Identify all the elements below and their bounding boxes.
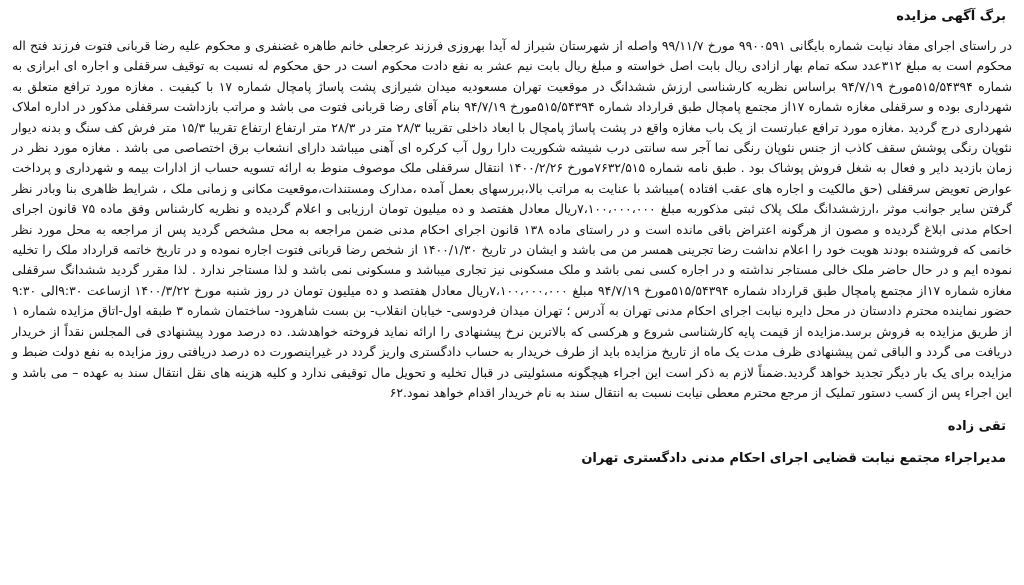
signer-office: مدیراجراء مجتمع نیابت قضایی اجرای احکام مدنی دادگستری تهران [581, 451, 1006, 467]
signer-name: تقی زاده [947, 419, 1006, 435]
notice-body: در راستای اجرای مفاد نیابت شماره بایگانی ۹۹۰۰۵۹۱ مورخ ۹۹/۱۱/۷ واصله از شهرستان شیراز له آیدا بهروزی فرزند عرجعلی خانم طاهره غضنفری و محکوم علیه رضا قربانی فتوت فرزند فتح اله محکوم است به مبلغ ۳۱۲عدد سکه تمام بهار ازادی ریال بابت اصل خواسته و مبلغ ریال بابت نیم عشر به نفع دادت محکوم است در حق محکوم له نسبت به توقیف سرقفلی و اجاره ای ابرازی به شماره ۵۱۵/۵۴۳۹۴مورخ ۹۴/۷/۱۹ براساس نظریه کارشناسی ارزش ششدانگ در موقعیت تهران مسعودیه میدان شیرازی پشت پاساژ پامچال شماره ۱۷ با کیفیت . مغازه مورد ترافع متعلق به شهرداری بوده و سرقفلی مغازه شماره ۱۷از مجتمع پامچال طبق قرارداد شماره ۵۱۵/۵۴۳۹۴مورخ ۹۴/۷/۱۹ بنام آقای رضا قربانی فتوت می باشد و مراتب بازداشت سرقفلی مذکور در اداره املاک شهرداری درج گردید .مغازه مورد ترافع عبارتست از یک باب مغازه واقع در پشت پاساژ پامچال با ابعاد داخلی تقریبا ۲۸/۳ متر در ۲۸/۳ متر ارتفاع ارتفاع تقریبا ۱۵/۳ متر فرش کف سنگ و بدنه دیوار نئوپان رنگی پوشش سقف کاذب از جنس نئوپان رنگی نما آجر سه سانتی درب شیشه شکوریت دارا رول آب کرکره ای آهنی میباشد دارای انشعاب برق اختصاصی می باشد . مغازه مورد نظر در زمان بازدید دایر و فعال به شغل فروش پوشاک بود . طبق نامه شماره ۷۶۳۲/۵۱۵مورخ ۱۴۰۰/۲/۲۶ انتقال سرقفلی ملک موصوف منوط به ارائه تسویه حساب از ادارات بیمه و شهرداری و پرداخت عوارض تعویض سرقفلی (حق مالکیت و اجاره های عقب افتاده )میباشد با عنایت به مراتب بالا،بررسهای بعمل آمده ،مدارک ومستندات،موقعیت مکانی و زمانی ملک ، شرایط ظاهری بنا وبادر نظر گرفتن سایر جوانب موثر ،ارزششدانگ ملک پلاک ثبتی مذکوربه مبلغ ۷،۱۰۰،۰۰۰،۰۰۰ریال معادل هفتصد و ده میلیون تومان ارزیابی و اعلام گردیده و نظریه کارشناس وفق ماده ۷۵ قانون اجرای احکام مدنی ابلاغ گردیده و مصون از هرگونه اعتراض باقی مانده است و در راستای ماده ۱۳۸ قانون اجرای احکام مدنی ضمن مراجعه به محل مشخص گردید پس از مراجعه به محل مورد نظر خانمی که فروشنده بودند هویت خود را اعلام نداشت رضا تجرینی همسر من می باشد و ایشان در تاریخ ۱۴۰۰/۱/۳۰ از شخص رضا قربانی فتوت اجاره نموده و در تاریخ خاتمه قرارداد ملک را تخلیه نموده ایم و در حال حاضر ملک خالی مستاجر نداشته و در اجاره کسی نمی باشد و ملک مسکونی نیز تجاری میباشد و مسکونی نمی باشد و لذا مستاجر ندارد . لذا مقرر گردید ششدانگ سرقفلی مغازه شماره ۱۷از مجتمع پامچال طبق قرارداد شماره ۵۱۵/۵۴۳۹۴مورخ ۹۴/۷/۱۹ مبلغ ۷،۱۰۰،۰۰۰،۰۰۰ریال معادل هفتصد و ده میلیون تومان در روز شنبه مورخ ۱۴۰۰/۳/۲۲ ازساعت ۹:۳۰الی ۹:۳۰ حضور نماینده محترم دادستان در محل دایره نیابت اجرای احکام مدنی تهران به آدرس ؛ تهران میدان فردوسی- خیابان انقلاب- بن بست شاهرود- ساختمان شماره ۳ طبقه اول-اتاق مزایده شماره ۱ از طریق مزایده به فروش برسد.مزایده از قیمت پایه کارشناسی شروع و هرکسی که بالاترین نرخ پیشنهادی را ارائه نماید فروخته خواهدشد. ده درصد مورد پیشنهادی فی المجلس نقداً از خریدار دریافت می گردد و الباقی ثمن پیشنهادی ظرف مدت یک ماه از تاریخ مزایده باید از طرف خریدار به حساب دادگستری واریز گردد در غیراینصورت ده درصد دریافتی روز مزایده به نفع دولت ضبط و مزایده برای یک بار دیگر تجدید خواهد گردید.ضمناً لازم به ذکر است این اجراء هیچگونه مسئولیتی در قبال تخلیه و تحویل مال توقیفی ندارد و کلیه هزینه های نقل انتقال سند به عهده – می باشد و این اجراء پس از کسب دستور تملیک از مرجع محترم معطی نیابت نسبت به انتقال سند به نام خریدار اقدام خواهد نمود.۶۲ [12, 38, 1013, 400]
notice-title: برگ آگهی مزایده [896, 9, 1006, 24]
